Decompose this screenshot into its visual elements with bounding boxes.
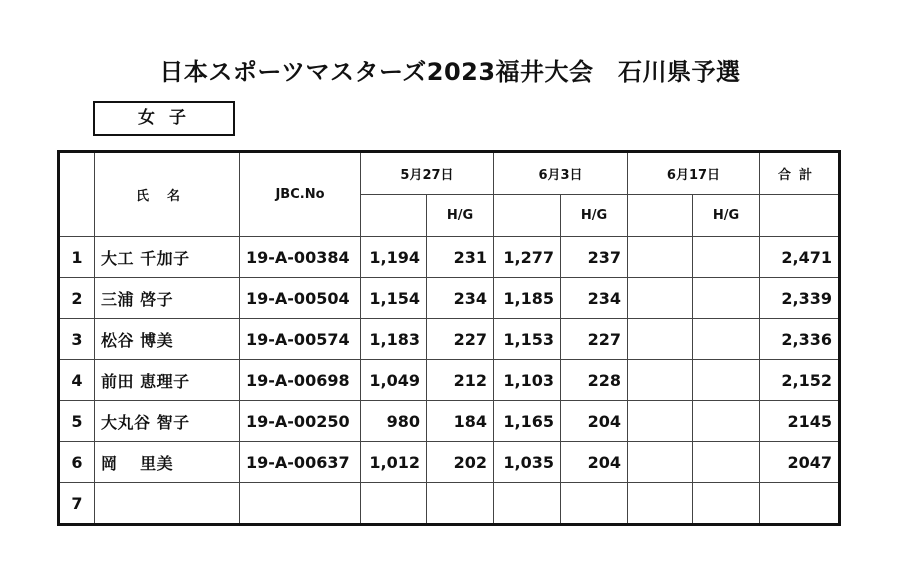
table-row [59, 278, 840, 319]
total-score: 2047 [760, 442, 840, 483]
high-game-may27: 212 [427, 360, 494, 401]
row-number: 5 [59, 401, 95, 442]
high-game-jun3: 204 [561, 442, 628, 483]
score-jun17 [628, 278, 693, 319]
header-date2: 6月3日 [494, 152, 628, 195]
score-jun17 [628, 483, 693, 525]
header-total: 合計 [760, 152, 840, 195]
high-game-may27 [427, 483, 494, 525]
high-game-jun17 [693, 237, 760, 278]
score-jun17 [628, 319, 693, 360]
high-game-may27: 184 [427, 401, 494, 442]
header-d3-score [628, 195, 693, 237]
total-score: 2,471 [760, 237, 840, 278]
header-hg2: H/G [561, 195, 628, 237]
jbc-number [240, 483, 361, 525]
high-game-jun17 [693, 278, 760, 319]
high-game-jun3: 204 [561, 401, 628, 442]
jbc-number: 19-A-00504 [240, 278, 361, 319]
total-score: 2,336 [760, 319, 840, 360]
row-number: 3 [59, 319, 95, 360]
player-name: 岡 里美 [95, 442, 240, 483]
row-number: 2 [59, 278, 95, 319]
player-name: 大工 千加子 [95, 237, 240, 278]
high-game-jun17 [693, 319, 760, 360]
table-row [59, 319, 840, 360]
table-row [59, 483, 840, 525]
header-jbc: JBC.No [240, 152, 361, 237]
score-may27: 980 [361, 401, 427, 442]
row-number: 4 [59, 360, 95, 401]
high-game-jun17 [693, 442, 760, 483]
total-score: 2145 [760, 401, 840, 442]
high-game-may27: 234 [427, 278, 494, 319]
header-name: 氏名 [95, 152, 240, 237]
player-name: 松谷 博美 [95, 319, 240, 360]
jbc-number: 19-A-00698 [240, 360, 361, 401]
table-row [59, 442, 840, 483]
score-jun17 [628, 442, 693, 483]
header-hg1: H/G [427, 195, 494, 237]
high-game-may27: 202 [427, 442, 494, 483]
row-number: 1 [59, 237, 95, 278]
header-no [59, 152, 95, 237]
high-game-jun3: 227 [561, 319, 628, 360]
player-name [95, 483, 240, 525]
score-jun3: 1,153 [494, 319, 561, 360]
header-row-dates [59, 152, 840, 195]
jbc-number: 19-A-00250 [240, 401, 361, 442]
header-total-sub [760, 195, 840, 237]
header-hg3: H/G [693, 195, 760, 237]
score-jun17 [628, 237, 693, 278]
table-row [59, 360, 840, 401]
score-jun17 [628, 360, 693, 401]
score-may27: 1,194 [361, 237, 427, 278]
high-game-jun3: 234 [561, 278, 628, 319]
high-game-jun17 [693, 360, 760, 401]
jbc-number: 19-A-00384 [240, 237, 361, 278]
score-jun3: 1,165 [494, 401, 561, 442]
score-may27: 1,012 [361, 442, 427, 483]
header-date1: 5月27日 [361, 152, 494, 195]
score-jun3 [494, 483, 561, 525]
header-d2-score [494, 195, 561, 237]
row-number: 7 [59, 483, 95, 525]
results-table [57, 150, 841, 526]
score-jun3: 1,277 [494, 237, 561, 278]
score-may27: 1,049 [361, 360, 427, 401]
total-score: 2,152 [760, 360, 840, 401]
high-game-jun17 [693, 401, 760, 442]
high-game-jun3: 237 [561, 237, 628, 278]
results-body [59, 152, 840, 525]
player-name: 大丸谷 智子 [95, 401, 240, 442]
high-game-jun3 [561, 483, 628, 525]
player-name: 三浦 啓子 [95, 278, 240, 319]
total-score: 2,339 [760, 278, 840, 319]
high-game-may27: 231 [427, 237, 494, 278]
total-score [760, 483, 840, 525]
score-jun3: 1,035 [494, 442, 561, 483]
high-game-jun17 [693, 483, 760, 525]
score-may27 [361, 483, 427, 525]
page-title: 日本スポーツマスターズ2023福井大会 石川県予選 [159, 58, 741, 86]
jbc-number: 19-A-00637 [240, 442, 361, 483]
score-jun3: 1,185 [494, 278, 561, 319]
high-game-may27: 227 [427, 319, 494, 360]
jbc-number: 19-A-00574 [240, 319, 361, 360]
high-game-jun3: 228 [561, 360, 628, 401]
score-jun3: 1,103 [494, 360, 561, 401]
score-may27: 1,183 [361, 319, 427, 360]
header-d1-score [361, 195, 427, 237]
score-jun17 [628, 401, 693, 442]
table-row [59, 237, 840, 278]
row-number: 6 [59, 442, 95, 483]
category-label: 女 子 [93, 101, 235, 136]
header-date3: 6月17日 [628, 152, 760, 195]
table-row [59, 401, 840, 442]
score-may27: 1,154 [361, 278, 427, 319]
player-name: 前田 恵理子 [95, 360, 240, 401]
